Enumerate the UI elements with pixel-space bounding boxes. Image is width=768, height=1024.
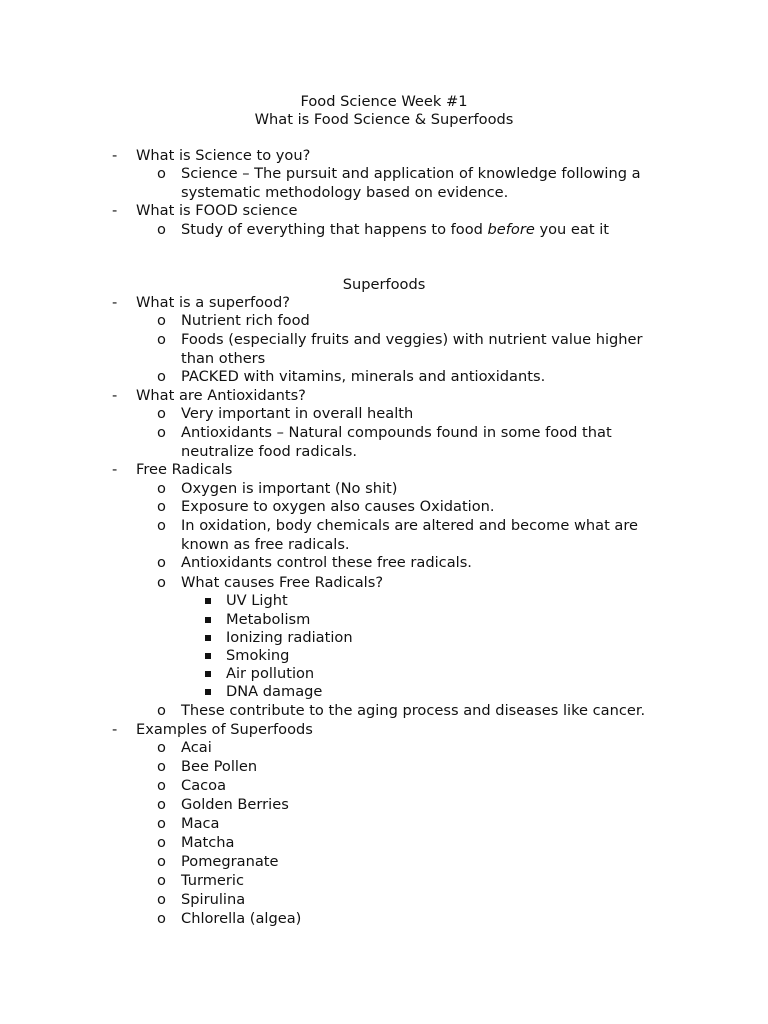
free-radicals-4: Antioxidants control these free radicals. — [181, 554, 472, 571]
circle-marker: o — [157, 554, 166, 571]
square-bullet — [205, 653, 211, 659]
free-radicals-5: What causes Free Radicals? — [181, 574, 384, 591]
cause-item: Metabolism — [226, 611, 311, 628]
circle-marker: o — [157, 872, 166, 889]
answer-antioxidants-2-line2: neutralize food radicals. — [181, 443, 357, 460]
answer-antioxidants-1: Very important in overall health — [181, 405, 414, 422]
cause-item: UV Light — [226, 592, 288, 609]
section-heading-superfoods: Superfoods — [342, 276, 426, 293]
square-bullet — [205, 689, 211, 695]
square-bullet — [205, 617, 211, 623]
circle-marker: o — [157, 777, 166, 794]
free-radicals-6: These contribute to the aging process and diseases like cancer. — [181, 702, 646, 719]
answer-superfood-1: Nutrient rich food — [181, 312, 310, 329]
example-item: Acai — [181, 739, 212, 756]
circle-marker: o — [157, 853, 166, 870]
answer-superfood-3: PACKED with vitamins, minerals and antioxidants. — [181, 368, 546, 385]
example-item: Bee Pollen — [181, 758, 258, 775]
example-item: Maca — [181, 815, 220, 832]
example-item: Cacoa — [181, 777, 227, 794]
circle-marker: o — [157, 834, 166, 851]
answer-superfood-2-line1: Foods (especially fruits and veggies) with nutrient value higher — [181, 331, 643, 348]
circle-marker: o — [157, 405, 166, 422]
topic-examples: Examples of Superfoods — [136, 721, 313, 738]
circle-marker: o — [157, 165, 166, 182]
free-radicals-3-line1: In oxidation, body chemicals are altered and become what are — [181, 517, 639, 534]
example-item: Turmeric — [181, 872, 244, 889]
answer-science-line1: Science – The pursuit and application of knowledge following a — [181, 165, 641, 182]
answer-superfood-2-line2: than others — [181, 350, 266, 367]
dash-marker: - — [112, 387, 118, 404]
circle-marker: o — [157, 910, 166, 927]
circle-marker: o — [157, 574, 166, 591]
dash-marker: - — [112, 147, 118, 164]
doc-subtitle: What is Food Science & Superfoods — [254, 111, 514, 128]
circle-marker: o — [157, 480, 166, 497]
dash-marker: - — [112, 202, 118, 219]
example-item: Golden Berries — [181, 796, 289, 813]
circle-marker: o — [157, 331, 166, 348]
answer-food-science-post: you eat it — [534, 221, 609, 238]
cause-item: Air pollution — [226, 665, 315, 682]
circle-marker: o — [157, 758, 166, 775]
square-bullet — [205, 598, 211, 604]
circle-marker: o — [157, 424, 166, 441]
dash-marker: - — [112, 294, 118, 311]
question-science: What is Science to you? — [136, 147, 311, 164]
free-radicals-2: Exposure to oxygen also causes Oxidation. — [181, 498, 495, 515]
answer-food-science-pre: Study of everything that happens to food — [181, 221, 488, 238]
free-radicals-1: Oxygen is important (No shit) — [181, 480, 398, 497]
circle-marker: o — [157, 796, 166, 813]
dash-marker: - — [112, 461, 118, 478]
example-item: Matcha — [181, 834, 235, 851]
doc-title: Food Science Week #1 — [300, 93, 468, 110]
circle-marker: o — [157, 739, 166, 756]
question-superfood: What is a superfood? — [136, 294, 290, 311]
circle-marker: o — [157, 221, 166, 238]
answer-science-line2: systematic methodology based on evidence. — [181, 184, 509, 201]
square-bullet — [205, 635, 211, 641]
free-radicals-3-line2: known as free radicals. — [181, 536, 350, 553]
question-antioxidants: What are Antioxidants? — [136, 387, 306, 404]
example-item: Pomegranate — [181, 853, 279, 870]
topic-free-radicals: Free Radicals — [136, 461, 233, 478]
circle-marker: o — [157, 702, 166, 719]
circle-marker: o — [157, 368, 166, 385]
answer-food-science — [181, 221, 609, 239]
square-bullet — [205, 671, 211, 677]
cause-item: DNA damage — [226, 683, 323, 700]
circle-marker: o — [157, 517, 166, 534]
example-item: Chlorella (algea) — [181, 910, 302, 927]
answer-antioxidants-2-line1: Antioxidants – Natural compounds found in some food that — [181, 424, 612, 441]
circle-marker: o — [157, 891, 166, 908]
question-food-science: What is FOOD science — [136, 202, 298, 219]
cause-item: Ionizing radiation — [226, 629, 353, 646]
dash-marker: - — [112, 721, 118, 738]
circle-marker: o — [157, 498, 166, 515]
answer-food-science-emphasis: before — [487, 221, 535, 238]
cause-item: Smoking — [226, 647, 290, 664]
circle-marker: o — [157, 312, 166, 329]
circle-marker: o — [157, 815, 166, 832]
example-item: Spirulina — [181, 891, 246, 908]
